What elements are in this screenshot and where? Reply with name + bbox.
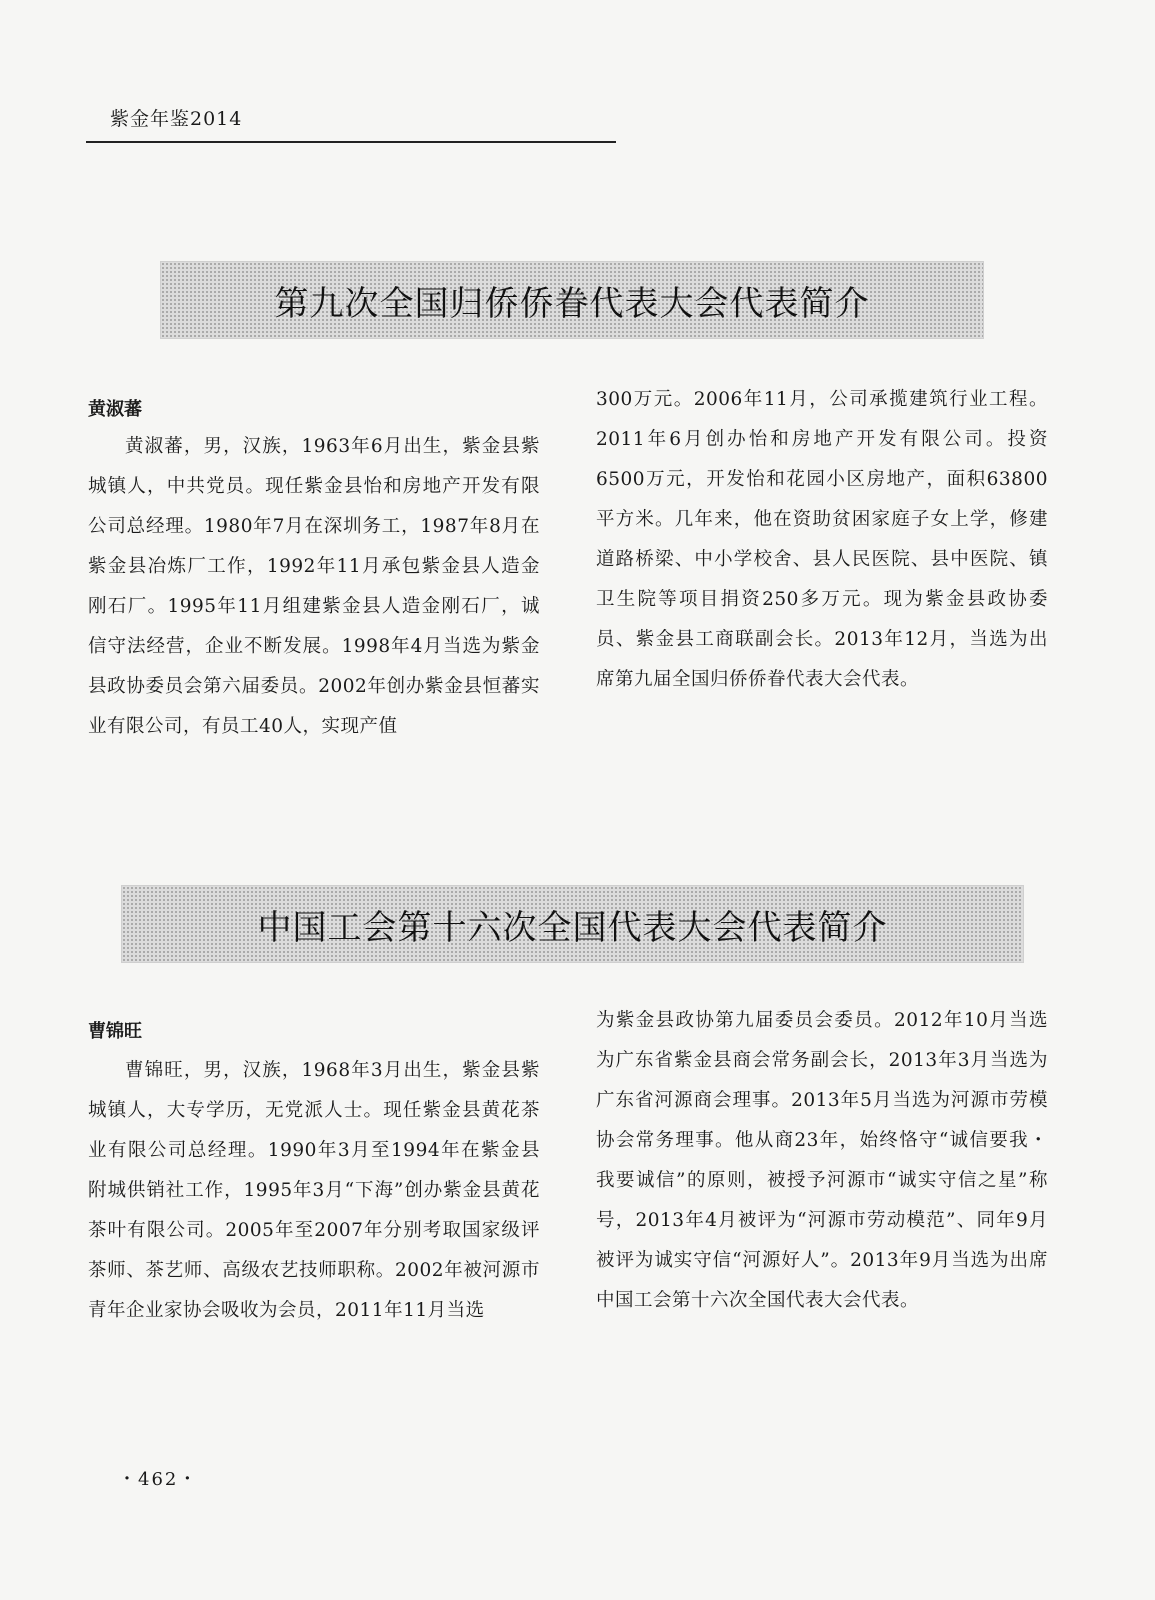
section-banner-overseas-chinese (160, 261, 984, 339)
bio-column-left (88, 1051, 540, 1331)
header-rule (86, 141, 616, 143)
bio-paragraph-continued: 为紫金县政协第九届委员会委员。2012年10月当选为广东省紫金县商会常务副会长，2013年3月当选为广东省河源商会理事。2013年5月当选为河源市劳模协会常务理事。他从商23年，始终恪守“诚信要我・我要诚信”的原则，被授予河源市“诚实守信之星”称号，2013年4月被评为“河源市劳动模范”、同年9月被评为诚实守信“河源好人”。2013年9月当选为出席中国工会第十六次全国代表大会代表。 (596, 1010, 1048, 1311)
bio-paragraph: 曹锦旺，男，汉族，1968年3月出生，紫金县紫城镇人，大专学历，无党派人士。现任紫金县黄花茶业有限公司总经理。1990年3月至1994年在紫金县附城供销社工作，1995年3月“下海”创办紫金县黄花茶叶有限公司。2005年至2007年分别考取国家级评茶师、茶艺师、高级农艺技师职称。2002年被河源市青年企业家协会吸收为会员，2011年11月当选 (88, 1060, 540, 1321)
section-title: 中国工会第十六次全国代表大会代表简介 (257, 907, 888, 948)
person-name: 黄淑蕃 (88, 399, 142, 420)
section-title: 第九次全国归侨侨眷代表大会代表简介 (274, 283, 870, 324)
page-number: ・462・ (118, 1469, 199, 1490)
bio-column-right (596, 380, 1048, 700)
bio-column-left (88, 427, 540, 747)
running-header: 紫金年鉴2014 (110, 108, 243, 130)
person-name: 曹锦旺 (88, 1021, 142, 1042)
bio-paragraph: 黄淑蕃，男，汉族，1963年6月出生，紫金县紫城镇人，中共党员。现任紫金县怡和房地产开发有限公司总经理。1980年7月在深圳务工，1987年8月在紫金县冶炼厂工作，1992年11月承包紫金县人造金刚石厂。1995年11月组建紫金县人造金刚石厂，诚信守法经营，企业不断发展。1998年4月当选为紫金县政协委员会第六届委员。2002年创办紫金县恒蕃实业有限公司，有员工40人，实现产值 (88, 436, 540, 737)
bio-paragraph-continued: 300万元。2006年11月，公司承揽建筑行业工程。2011年6月创办怡和房地产开发有限公司。投资6500万元，开发怡和花园小区房地产，面积63800平方米。几年来，他在资助贫困家庭子女上学，修建道路桥梁、中小学校舍、县人民医院、县中医院、镇卫生院等项目捐资250多万元。现为紫金县政协委员、紫金县工商联副会长。2013年12月，当选为出席第九届全国归侨侨眷代表大会代表。 (596, 389, 1048, 690)
section-banner-trade-union (121, 885, 1024, 963)
bio-column-right (596, 1001, 1048, 1321)
